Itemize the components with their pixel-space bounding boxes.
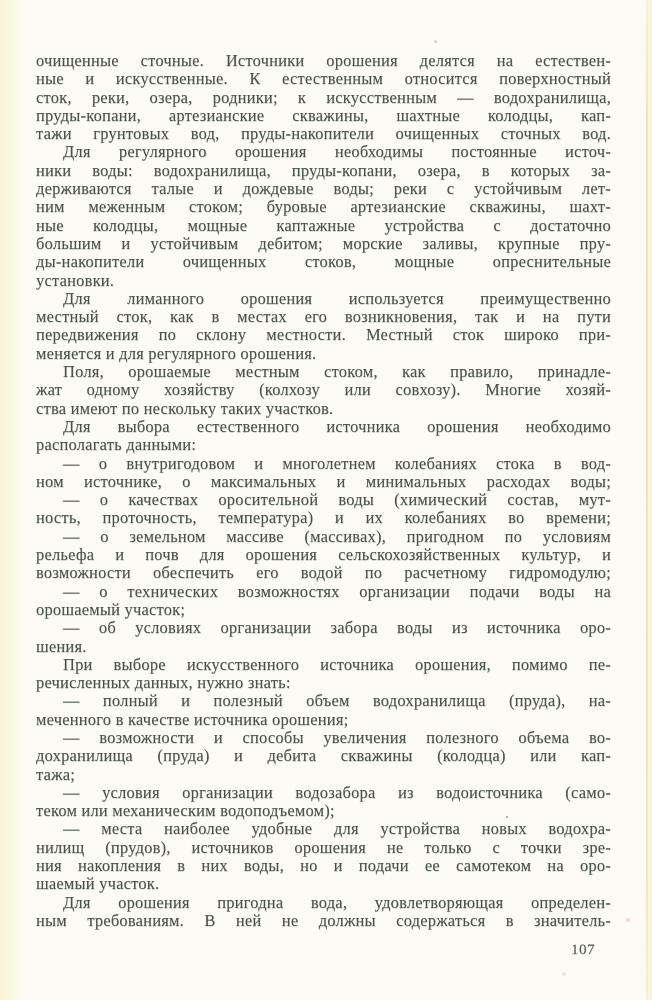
text-line: ные и искусственные. К естественным относится поверхностный bbox=[36, 69, 611, 89]
text-line: располагать данными: bbox=[36, 435, 197, 455]
text-line: — о земельном массиве (массивах), пригодном по условиям bbox=[63, 526, 611, 546]
text-line: шения. bbox=[36, 636, 87, 656]
text-line: нилищ (прудов), источников орошения не только с точки зре- bbox=[36, 837, 611, 857]
text-line: дохранилища (пруда) и дебита скважины (колодца) или кап- bbox=[36, 746, 611, 766]
page-edge-shadow bbox=[646, 0, 648, 1000]
text-line: — места наиболее удобные для устройства новых водохра- bbox=[63, 819, 611, 839]
text-line: ды-накопители очищенных стоков, мощные опреснительные bbox=[36, 252, 611, 272]
text-line: — о качествах оросительной воды (химический состав, мут- bbox=[63, 490, 611, 510]
text-line: шаемый участок. bbox=[36, 874, 160, 894]
page-number: 107 bbox=[571, 942, 595, 958]
text-line: Для лиманного орошения используется преимущественно bbox=[63, 288, 611, 308]
text-line: — об условиях организации забора воды из источника оро- bbox=[63, 618, 611, 638]
text-line: теком или механическим водоподъемом); bbox=[36, 801, 335, 821]
text-line: очищенные сточные. Источники орошения делятся на естествен- bbox=[36, 51, 611, 70]
text-line: тажа; bbox=[36, 764, 76, 784]
text-line: При выборе искусственного источника орошения, помимо пе- bbox=[63, 654, 611, 674]
text-line: местный сток, как в местах его возникновения, так и на пути bbox=[36, 307, 611, 327]
text-line: тажи грунтовых вод, пруды-накопители очищенных сточных вод. bbox=[36, 124, 611, 144]
text-line: ным требованиям. В ней не должны содержаться в значитель- bbox=[36, 910, 611, 930]
page-text bbox=[36, 52, 611, 930]
paper-speck bbox=[626, 918, 630, 922]
paper-speck bbox=[506, 816, 508, 818]
text-line: Для выбора естественного источника орошения необходимо bbox=[63, 416, 611, 436]
text-line: — полный и полезный объем водохранилища (пруда), на- bbox=[63, 691, 611, 711]
text-line: сток, реки, озера, родники; к искусственным — водохранилища, bbox=[36, 87, 611, 107]
text-line: меняется и для регулярного орошения. bbox=[36, 343, 317, 363]
text-line: меченного в качестве источника орошения; bbox=[36, 709, 349, 729]
text-line: Для регулярного орошения необходимы постоянные источ- bbox=[63, 142, 611, 162]
text-line: ном источнике, о максимальных и минимальных расходах воды; bbox=[36, 471, 611, 491]
text-line: передвижения по склону местности. Местный сток широко при- bbox=[36, 325, 611, 345]
text-line: Для орошения пригодна вода, удовлетворяющая определен- bbox=[63, 892, 611, 912]
paper-speck bbox=[434, 40, 437, 43]
text-line: пруды-копани, артезианские скважины, шахтные колодцы, кап- bbox=[36, 105, 611, 125]
text-line: ные колодцы, мощные каптажные устройства с достаточно bbox=[36, 215, 611, 235]
text-line: ния накопления в них воды, но и подачи ее самотеком на оро- bbox=[36, 856, 611, 876]
text-line: установки. bbox=[36, 270, 115, 290]
text-line: жат одному хозяйству (колхозу или совхозу). Многие хозяй- bbox=[36, 380, 611, 400]
text-line: Поля, орошаемые местным стоком, как правило, принадле- bbox=[63, 362, 611, 382]
text-line: орошаемый участок; bbox=[36, 599, 186, 619]
text-line: — возможности и способы увеличения полезного объема во- bbox=[63, 727, 611, 747]
text-line: речисленных данных, нужно знать: bbox=[36, 673, 291, 693]
text-line: ность, проточность, температура) и их колебаниях во времени; bbox=[36, 508, 611, 528]
text-line: — условия организации водозабора из водоисточника (само- bbox=[63, 782, 611, 802]
text-line: рельефа и почв для орошения сельскохозяйственных культур, и bbox=[36, 545, 611, 565]
text-line: — о внутригодовом и многолетнем колебаниях стока в вод- bbox=[63, 453, 611, 473]
text-line: ники воды: водохранилища, пруды-копани, озера, в которых за- bbox=[36, 160, 611, 180]
text-line: ства имеют по нескольку таких участков. bbox=[36, 398, 334, 418]
text-line: — о технических возможностях организации подачи воды на bbox=[63, 581, 611, 601]
paper-speck bbox=[562, 972, 566, 976]
text-line: ним меженным стоком; буровые артезианские скважины, шахт- bbox=[36, 197, 611, 217]
text-line: возможности обеспечить его водой по расчетному гидромодулю; bbox=[36, 563, 611, 583]
text-line: большим и устойчивым дебитом; морские заливы, крупные пру- bbox=[36, 233, 611, 253]
text-line: держиваются талые и дождевые воды; реки с устойчивым лет- bbox=[36, 179, 611, 199]
